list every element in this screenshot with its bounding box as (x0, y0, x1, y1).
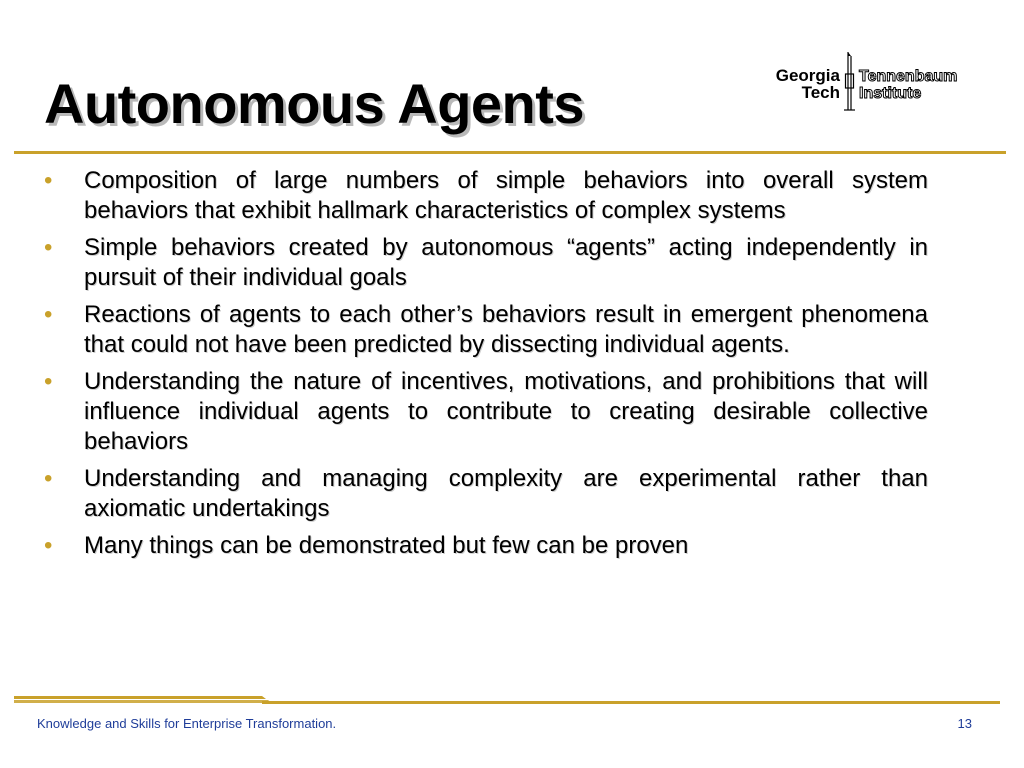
bullet-icon: • (44, 465, 53, 492)
bullet-item (44, 166, 928, 226)
logo-georgia-text: Georgia (775, 66, 840, 85)
bullet-text: Composition of large numbers of simple behaviors into overall system behaviors that exhibit hallmark characteristics of complex systems (84, 167, 928, 224)
bullet-item (44, 300, 928, 360)
bullet-item (44, 531, 928, 561)
title-divider (14, 151, 1006, 154)
bullet-icon: • (44, 532, 53, 559)
footer-divider (14, 690, 1000, 704)
georgia-tech-tennenbaum-logo (756, 50, 986, 118)
bullet-icon: • (44, 301, 53, 328)
bullet-item (44, 367, 928, 457)
bullet-item (44, 233, 928, 293)
bullet-icon: • (44, 234, 53, 261)
bullet-text: Understanding the nature of incentives, motivations, and prohibitions that will influence individual agents to contribute to creating desirable collective behaviors (84, 368, 928, 455)
logo-tennenbaum-text: Tennenbaum (859, 68, 958, 85)
tech-tower-icon (844, 52, 855, 110)
bullet-item (44, 464, 928, 524)
bullet-icon: • (44, 167, 53, 194)
slide-title: Autonomous Agents (44, 72, 585, 135)
logo-tech-text: Tech (801, 83, 840, 102)
bullet-text: Understanding and managing complexity are experimental rather than axiomatic undertakings (84, 465, 928, 522)
bullet-text: Reactions of agents to each other’s behaviors result in emergent phenomena that could not have been predicted by dissecting individual agents. (84, 301, 928, 358)
bullet-text: Simple behaviors created by autonomous “agents” acting independently in pursuit of their individual goals (84, 234, 928, 291)
page-number: 13 (957, 716, 972, 731)
logo-institute-text: Institute (859, 85, 922, 102)
footer-caption: Knowledge and Skills for Enterprise Transformation. (37, 716, 337, 731)
bullet-list (44, 166, 928, 568)
bullet-text: Many things can be demonstrated but few can be proven (84, 532, 689, 559)
bullet-icon: • (44, 368, 53, 395)
